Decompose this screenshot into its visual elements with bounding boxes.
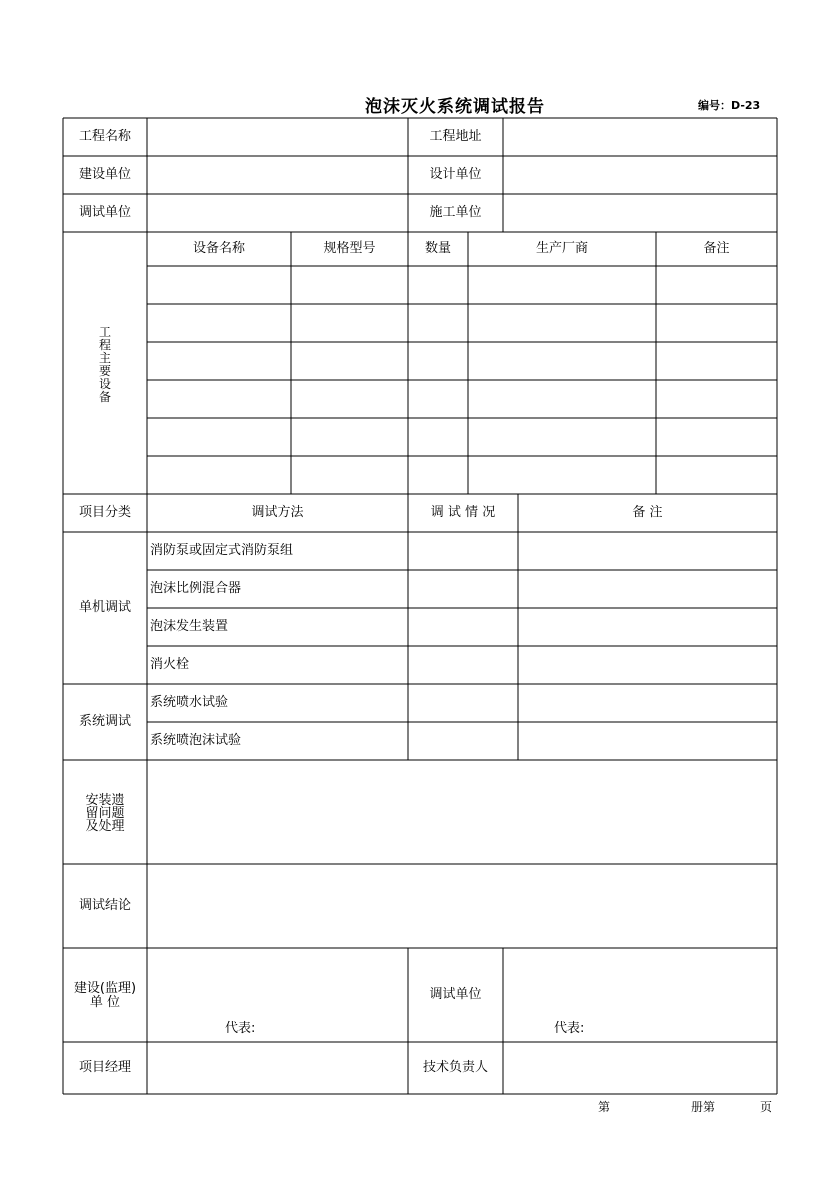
owner-rep-label: 代表: xyxy=(225,1021,256,1036)
col-remark: 备注 xyxy=(703,241,730,256)
system-test-item: 系统喷泡沫试验 xyxy=(150,733,242,748)
remark-header: 备 注 xyxy=(632,505,663,520)
design-unit-label: 设计单位 xyxy=(429,167,482,182)
project-manager-label: 项目经理 xyxy=(78,1060,131,1075)
tester-sign-label: 调试单位 xyxy=(429,987,482,1002)
tester-rep-label: 代表: xyxy=(554,1021,585,1036)
method-header: 调试方法 xyxy=(251,505,304,520)
page-title: 泡沫灭火系统调试报告 xyxy=(365,97,545,117)
owner-supervisor-label: 建设(监理)单 位 xyxy=(73,981,137,1010)
project-address-label: 工程地址 xyxy=(429,129,482,144)
category-header: 项目分类 xyxy=(78,505,131,520)
test-unit-label: 调试单位 xyxy=(78,205,131,220)
owner-unit-label: 建设单位 xyxy=(78,167,131,182)
system-test-label: 系统调试 xyxy=(78,714,131,729)
col-manufacturer: 生产厂商 xyxy=(535,241,588,256)
form-code: 编号：D-23 xyxy=(698,99,761,112)
col-equipment-name: 设备名称 xyxy=(192,241,245,256)
issues-label: 安装遗留问题及处理 xyxy=(85,793,125,834)
footer-volume-page: 册第 xyxy=(691,1100,716,1114)
col-spec-model: 规格型号 xyxy=(323,241,376,256)
status-header: 调 试 情 况 xyxy=(430,505,496,520)
project-name-label: 工程名称 xyxy=(78,129,131,144)
footer-page: 页 xyxy=(760,1100,773,1114)
tech-lead-label: 技术负责人 xyxy=(422,1060,488,1075)
footer-volume: 第 xyxy=(598,1100,611,1114)
single-test-item: 泡沫比例混合器 xyxy=(150,581,242,596)
col-quantity: 数量 xyxy=(424,241,451,256)
single-test-item: 消防泵或固定式消防泵组 xyxy=(150,543,294,558)
conclusion-label: 调试结论 xyxy=(78,898,131,913)
single-test-item: 消火栓 xyxy=(150,657,190,672)
equipment-section-label: 工程主要设备 xyxy=(98,325,111,404)
single-test-label: 单机调试 xyxy=(78,600,131,615)
system-test-item: 系统喷水试验 xyxy=(150,695,229,710)
construction-unit-label: 施工单位 xyxy=(429,205,482,220)
single-test-item: 泡沫发生装置 xyxy=(150,619,229,634)
